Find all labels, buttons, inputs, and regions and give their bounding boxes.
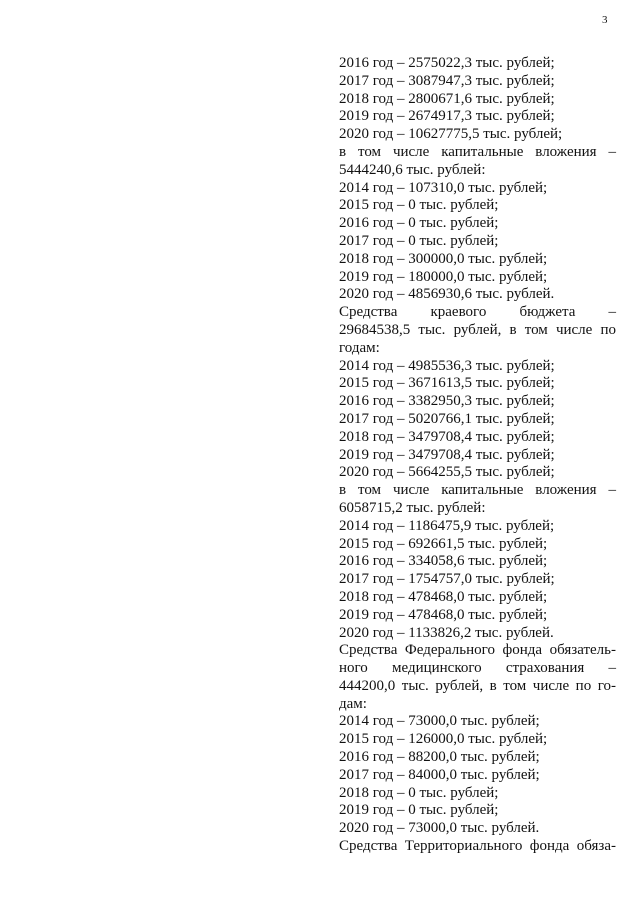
text-line: 2019 год – 180000,0 тыс. рублей; [339, 268, 548, 285]
text-line: 2019 год – 3479708,4 тыс. рублей; [339, 446, 555, 463]
text-line: 2017 год – 5020766,1 тыс. рублей; [339, 410, 555, 427]
text-line: 2015 год – 0 тыс. рублей; [339, 197, 499, 214]
text-line: Средства краевого бюджета – [339, 304, 616, 321]
text-line: в том числе капитальные вложения – [339, 482, 616, 499]
text-line: 6058715,2 тыс. рублей: [339, 499, 486, 516]
text-line: Средства Федерального фонда обязатель- [339, 642, 616, 659]
text-line: 2019 год – 0 тыс. рублей; [339, 802, 499, 819]
text-line: 444200,0 тыс. рублей, в том числе по го- [339, 677, 616, 694]
text-line: 2018 год – 478468,0 тыс. рублей; [339, 588, 548, 605]
text-line: 2014 год – 1186475,9 тыс. рублей; [339, 517, 555, 534]
text-line: 29684538,5 тыс. рублей, в том числе по [339, 321, 616, 338]
text-line: 2014 год – 107310,0 тыс. рублей; [339, 179, 548, 196]
text-line: 5444240,6 тыс. рублей: [339, 161, 486, 178]
document-body [339, 55, 616, 856]
text-line: 2018 год – 3479708,4 тыс. рублей; [339, 428, 555, 445]
text-line: в том числе капитальные вложения – [339, 143, 616, 160]
text-line: 2017 год – 1754757,0 тыс. рублей; [339, 571, 555, 588]
text-line: 2020 год – 73000,0 тыс. рублей. [339, 820, 540, 837]
text-line: 2019 год – 478468,0 тыс. рублей; [339, 606, 548, 623]
text-line: 2017 год – 3087947,3 тыс. рублей; [339, 72, 555, 89]
text-line: дам: [339, 695, 367, 712]
text-line: 2017 год – 84000,0 тыс. рублей; [339, 766, 540, 783]
text-line: 2016 год – 88200,0 тыс. рублей; [339, 749, 540, 766]
text-line: 2015 год – 126000,0 тыс. рублей; [339, 731, 548, 748]
text-line: Средства Территориального фонда обяза- [339, 838, 616, 855]
text-line: 2020 год – 1133826,2 тыс. рублей. [339, 624, 554, 641]
text-line: 2015 год – 692661,5 тыс. рублей; [339, 535, 548, 552]
text-line: 2018 год – 0 тыс. рублей; [339, 784, 499, 801]
text-line: 2018 год – 2800671,6 тыс. рублей; [339, 90, 555, 107]
text-line: 2016 год – 334058,6 тыс. рублей; [339, 553, 548, 570]
text-line: 2014 год – 73000,0 тыс. рублей; [339, 713, 540, 730]
text-line: 2016 год – 0 тыс. рублей; [339, 215, 499, 232]
text-line: ного медицинского страхования – [339, 660, 616, 677]
text-line: 2020 год – 4856930,6 тыс. рублей. [339, 286, 555, 303]
text-line: 2017 год – 0 тыс. рублей; [339, 232, 499, 249]
text-line: 2020 год – 10627775,5 тыс. рублей; [339, 126, 563, 143]
text-line: 2016 год – 3382950,3 тыс. рублей; [339, 393, 555, 410]
text-line: 2016 год – 2575022,3 тыс. рублей; [339, 55, 555, 71]
text-line: 2014 год – 4985536,3 тыс. рублей; [339, 357, 555, 374]
text-line: годам: [339, 339, 380, 356]
text-line: 2018 год – 300000,0 тыс. рублей; [339, 250, 548, 267]
text-line: 2015 год – 3671613,5 тыс. рублей; [339, 375, 555, 392]
text-line: 2019 год – 2674917,3 тыс. рублей; [339, 108, 555, 125]
page-number: 3 [602, 14, 608, 26]
text-line: 2020 год – 5664255,5 тыс. рублей; [339, 464, 555, 481]
